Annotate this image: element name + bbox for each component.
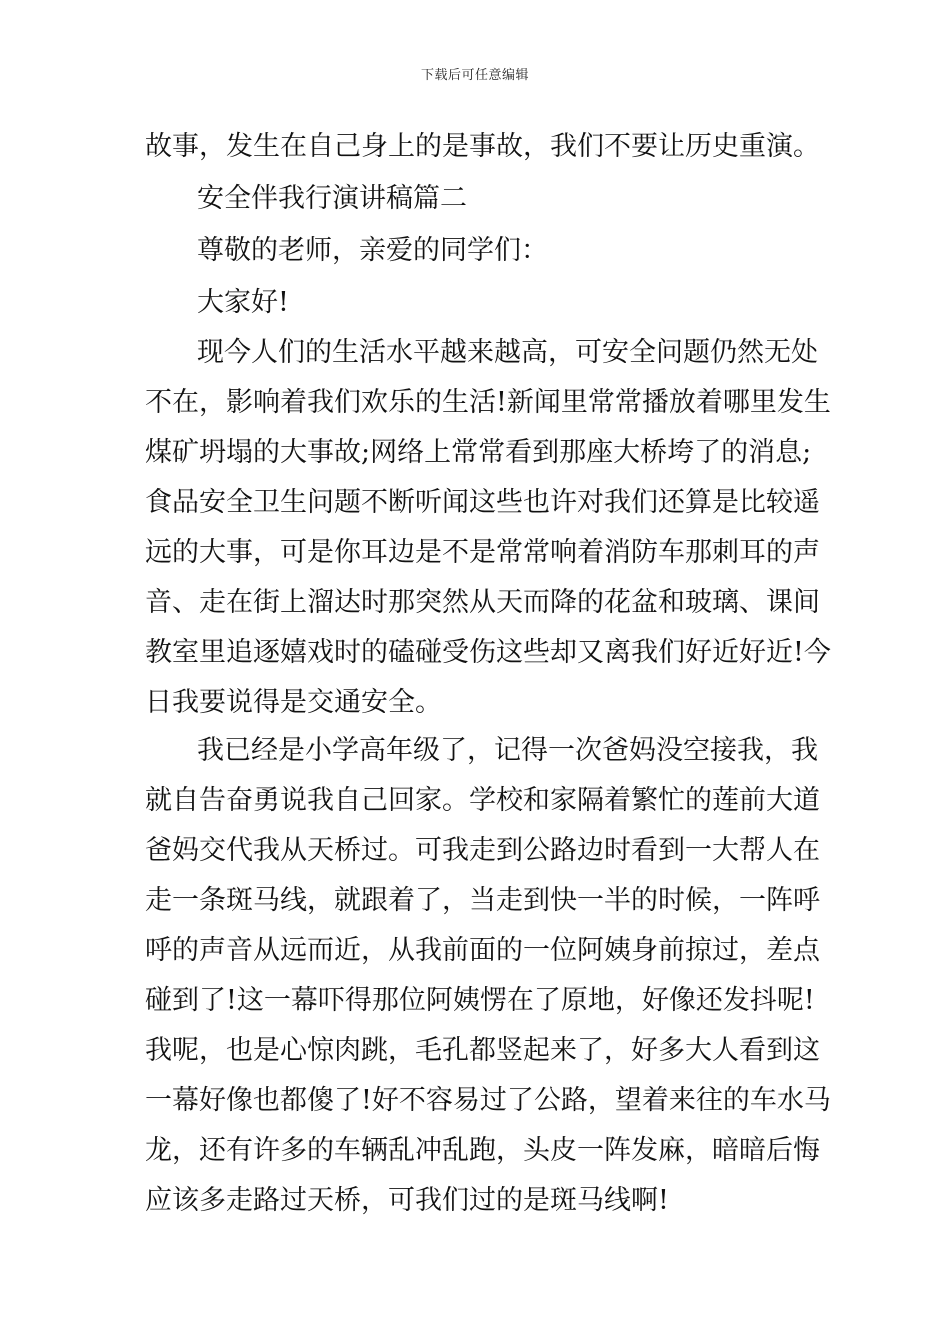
text-line: 我已经是小学高年级了，记得一次爸妈没空接我，我	[197, 735, 818, 766]
text-line: 爸妈交代我从天桥过。可我走到公路边时看到一大帮人在	[145, 835, 820, 866]
text-line: 教室里追逐嬉戏时的磕碰受伤这些却又离我们好近好近!今	[145, 637, 831, 668]
text-line: 呼的声音从远而近，从我前面的一位阿姨身前掠过，差点	[145, 935, 820, 966]
text-line: 碰到了!这一幕吓得那位阿姨愣在了原地，好像还发抖呢!	[145, 985, 815, 1016]
text-line: 故事，发生在自己身上的是事故，我们不要让历史重演。	[145, 131, 820, 162]
text-line: 就自告奋勇说我自己回家。学校和家隔着繁忙的莲前大道	[145, 785, 820, 816]
text-line: 远的大事，可是你耳边是不是常常响着消防车那刺耳的声	[145, 537, 820, 568]
text-line: 煤矿坍塌的大事故;网络上常常看到那座大桥垮了的消息;	[145, 437, 812, 468]
page-header: 下载后可任意编辑	[420, 68, 529, 83]
salutation: 尊敬的老师，亲爱的同学们：	[197, 235, 548, 266]
section-title: 安全伴我行演讲稿篇二	[197, 183, 467, 214]
text-line: 不在，影响着我们欢乐的生活!新闻里常常播放着哪里发生	[145, 387, 831, 418]
text-line: 我呢，也是心惊肉跳，毛孔都竖起来了，好多大人看到这	[145, 1035, 820, 1066]
greeting: 大家好!	[197, 287, 289, 318]
text-line: 日我要说得是交通安全。	[145, 687, 442, 718]
text-line: 龙，还有许多的车辆乱冲乱跑，头皮一阵发麻，暗暗后悔	[145, 1135, 820, 1166]
text-line: 一幕好像也都傻了!好不容易过了公路，望着来往的车水马	[145, 1085, 831, 1116]
text-line: 走一条斑马线，就跟着了，当走到快一半的时候，一阵呼	[145, 885, 820, 916]
text-line: 应该多走路过天桥，可我们过的是斑马线啊!	[145, 1185, 669, 1216]
text-line: 现今人们的生活水平越来越高，可安全问题仍然无处	[197, 337, 818, 368]
text-line: 音、走在街上溜达时那突然从天而降的花盆和玻璃、课间	[145, 587, 820, 618]
text-line: 食品安全卫生问题不断听闻这些也许对我们还算是比较遥	[145, 487, 820, 518]
